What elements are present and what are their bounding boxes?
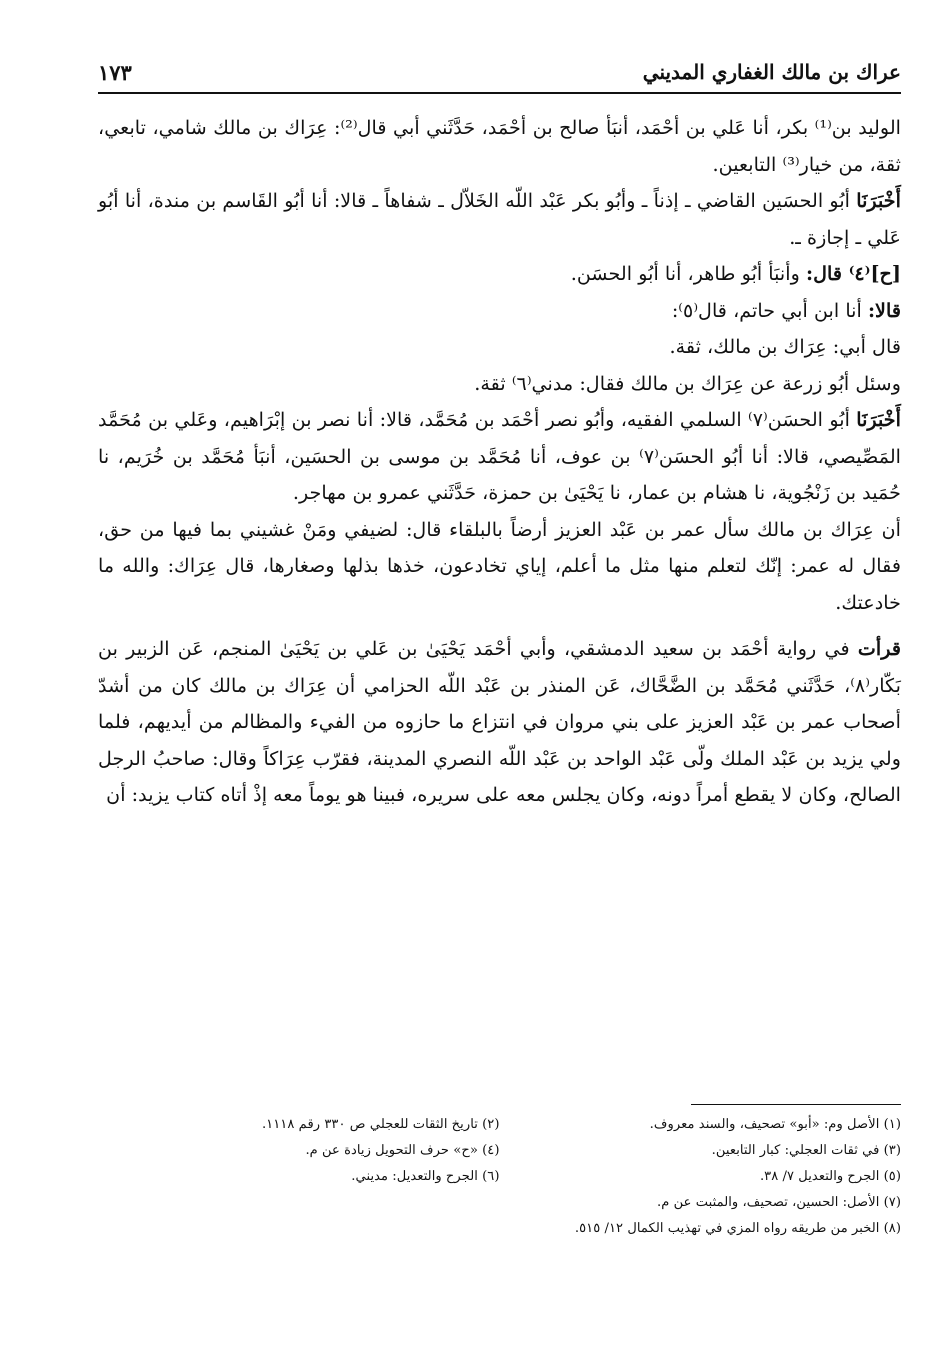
main-text <box>98 110 901 814</box>
paragraph-1 <box>98 110 901 183</box>
paragraph-9-keyword: قرأت <box>857 637 901 660</box>
paragraph-1-text: الوليد بن⁽¹⁾ بكر، أنا عَلي بن أحْمَد، أنبَأ صالح بن أحْمَد، حَدَّثَني أبي قال⁽²⁾: عِرَاك بن مالك شامي، تابعي، ثقة، من خيار⁽³⁾ التابعين. <box>98 116 901 176</box>
paragraph-3-keyword: [ح]⁽٤⁾ قال: <box>805 262 901 285</box>
footnote-8: (٨) الخبر من طريقه رواه المزي في تهذيب الكمال ١٢/ ٥١٥. <box>574 1221 901 1236</box>
paragraph-8 <box>98 512 901 622</box>
footnote-5: (٥) الجرح والتعديل ٧/ ٣٨. <box>759 1169 901 1184</box>
paragraph-7-keyword: أَخْبَرَنَا <box>856 408 901 431</box>
page-header <box>98 52 901 94</box>
footnote-separator <box>691 1104 901 1105</box>
paragraph-7-text: أبُو الحسَن⁽٧⁾ السلمي الفقيه، وأبُو نصر أحْمَد بن مُحَمَّد، قالا: أنا نصر بن إبْرَاهيم، وعَلي بن مُحَمَّد المَصِّيصي، قالا: أنا أبُو الحسَن⁽٧⁾ بن عوف، أنا مُحَمَّد بن موسى بن الحسَين، أنبَأ مُحَمَّد بن خُرَيم، نا حُمَيد بن زَنْجُوية، نا هشام بن عمار، نا يَحْيَىٰ بن حمزة، حَدَّثَني عمرو بن مهاجر. <box>98 408 901 504</box>
paragraph-4-text: أنا ابن أبي حاتم، قال⁽٥⁾: <box>671 298 868 322</box>
paragraph-3 <box>98 256 901 293</box>
footnote-row <box>98 1138 901 1164</box>
footnote-6: (٦) الجرح والتعديل: مديني. <box>351 1169 500 1184</box>
footnote-row <box>98 1164 901 1190</box>
footnote-4: (٤) «ح» حرف التحويل زيادة عن م. <box>305 1143 500 1158</box>
paragraph-4 <box>98 293 901 330</box>
footnote-7: (٧) الأصل: الحسين، تصحيف، والمثبت عن م. <box>657 1195 901 1210</box>
footnotes <box>98 1112 901 1242</box>
paragraph-6-text: وسئل أبُو زرعة عن عِرَاك بن مالك فقال: مدني⁽٦⁾ ثقة. <box>474 371 901 395</box>
footnote-row <box>98 1112 901 1138</box>
paragraph-6 <box>98 366 901 403</box>
paragraph-4-keyword: قالا: <box>867 298 901 322</box>
paragraph-7 <box>98 402 901 512</box>
paragraph-2 <box>98 183 901 256</box>
footnote-1: (١) الأصل وم: «أبو» تصحيف، والسند معروف. <box>649 1117 901 1132</box>
paragraph-2-keyword: أَخْبَرَنَا <box>856 189 901 212</box>
paragraph-3-text: وأنبَأ أبُو طاهر، أنا أبُو الحسَن. <box>570 262 806 285</box>
paragraph-5-text: قال أبي: عِرَاك بن مالك، ثقة. <box>669 335 901 358</box>
footnote-2: (٢) تاريخ الثقات للعجلي ص ٣٣٠ رقم ١١١٨. <box>261 1117 500 1132</box>
paragraph-9 <box>98 631 901 814</box>
running-title: عراك بن مالك الغفاري المديني <box>642 60 901 84</box>
paragraph-8-text: أن عِرَاك بن مالك سأل عمر بن عَبْد العزيز أرضاً بالبلقاء قال: لضيفي ومَنْ غشيني بما فيها من حق، فقال له عمر: إنّك لتعلم منها مثل ما أعلم، إياي تخادعون، خذها بذلها وصغارها، قال عِرَاك: والله ما خادعتك. <box>98 517 901 614</box>
paragraph-5 <box>98 329 901 366</box>
paragraph-2-text: أبُو الحسَين القاضي ـ إذناً ـ وأبُو بكر عَبْد اللّه الخَلاّل ـ شفاهاً ـ قالا: أنا أبُو القَاسم بن مندة، أنا أبُو عَلي ـ إجازة ـ. <box>98 189 901 249</box>
footnote-3: (٣) في ثقات العجلي: كبار التابعين. <box>711 1143 901 1158</box>
paragraph-9-text: في رواية أحْمَد بن سعيد الدمشقي، وأبي أحْمَد يَحْيَىٰ بن عَلي بن يَحْيَىٰ المنجم، عَن الزبير بن بَكّار⁽٨⁾، حَدَّثَني مُحَمَّد بن الضَّحَّاك، عَن المنذر بن عَبْد اللّه الحزامي أن عِرَاك بن مالك كان من أشدّ أصحاب عمر بن عَبْد العزيز على بني مروان في انتزاع ما حازوه من الفيء والمظالم من أيديهم، فلما ولي يزيد بن عَبْد الملك ولّى عَبْد الواحد بن عَبْد اللّه النصري المدينة، فقرّب عِرَاكاً وقال: صاحبُ الرجل الصالح، وكان لا يقطع أمراً دونه، وكان يجلس معه على سريره، فبينا هو يوماً معه إذْ أتاه كتاب يزيد: أن <box>98 637 901 806</box>
page-number: ١٧٣ <box>98 59 132 85</box>
